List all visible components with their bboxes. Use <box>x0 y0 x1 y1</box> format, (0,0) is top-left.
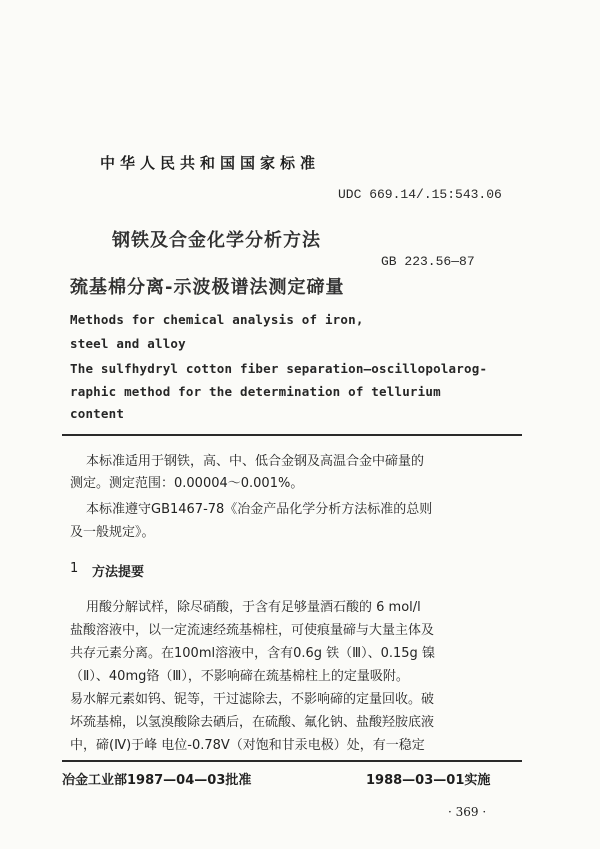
method-summary-line: （Ⅱ）、40mg铬（Ⅲ），不影响碲在巯基棉柱上的定量吸附。 <box>70 669 409 684</box>
scope-paragraph-line: 测定。测定范围：0.00004～0.001%。 <box>70 476 304 491</box>
page-number: · 369 · <box>448 805 487 819</box>
method-summary-line: 盐酸溶液中，以一定流速经巯基棉柱，可使痕量碲与大量主体及 <box>70 623 435 638</box>
english-title-line: Methods for chemical analysis of iron, <box>70 312 364 327</box>
section-title: 方法提要 <box>92 565 145 580</box>
section-number: 1 <box>70 561 79 576</box>
document-subtitle: 巯基棉分离-示波极谱法测定碲量 <box>70 277 345 298</box>
compliance-paragraph-line: 本标准遵守GB1467-78《冶金产品化学分析方法标准的总则 <box>86 502 433 517</box>
bottom-divider <box>62 760 522 762</box>
english-title-line: content <box>70 406 125 421</box>
udc-code: UDC 669.14/.15:543.06 <box>338 187 502 202</box>
english-title-line: raphic method for the determination of tellurium <box>70 384 441 399</box>
gb-number: GB 223.56—87 <box>381 254 475 269</box>
english-title-line: steel and alloy <box>70 336 186 351</box>
compliance-paragraph-line: 及一般规定》。 <box>70 525 155 540</box>
scope-paragraph-line: 本标准适用于钢铁，高、中、低合金钢及高温合金中碲量的 <box>86 454 425 469</box>
method-summary-line: 用酸分解试样，除尽硝酸，于含有足够量酒石酸的 6 mol/l <box>86 600 421 615</box>
method-summary-line: 易水解元素如钨、铌等，干过滤除去，不影响碲的定量回收。破 <box>70 692 435 707</box>
standard-type-header: 中华人民共和国国家标准 <box>100 154 321 172</box>
english-title-line: The sulfhydryl cotton fiber separation—oscillopolarog- <box>70 361 488 376</box>
method-summary-line: 共存元素分离。在100ml溶液中，含有0.6g 铁（Ⅲ）、0.15g 镍 <box>70 646 435 661</box>
document-title: 钢铁及合金化学分析方法 <box>112 230 321 251</box>
method-summary-line: 中，碲(Ⅳ)于峰 电位-0.78V（对饱和甘汞电极）处，有一稳定 <box>70 738 425 753</box>
approval-note: 冶金工业部1987—04—03批准 <box>62 773 252 788</box>
top-divider <box>62 434 522 436</box>
method-summary-line: 坏巯基棉，以氢溴酸除去硒后，在硫酸、氟化钠、盐酸羟胺底液 <box>70 715 435 730</box>
implementation-date: 1988—03—01实施 <box>366 773 491 788</box>
